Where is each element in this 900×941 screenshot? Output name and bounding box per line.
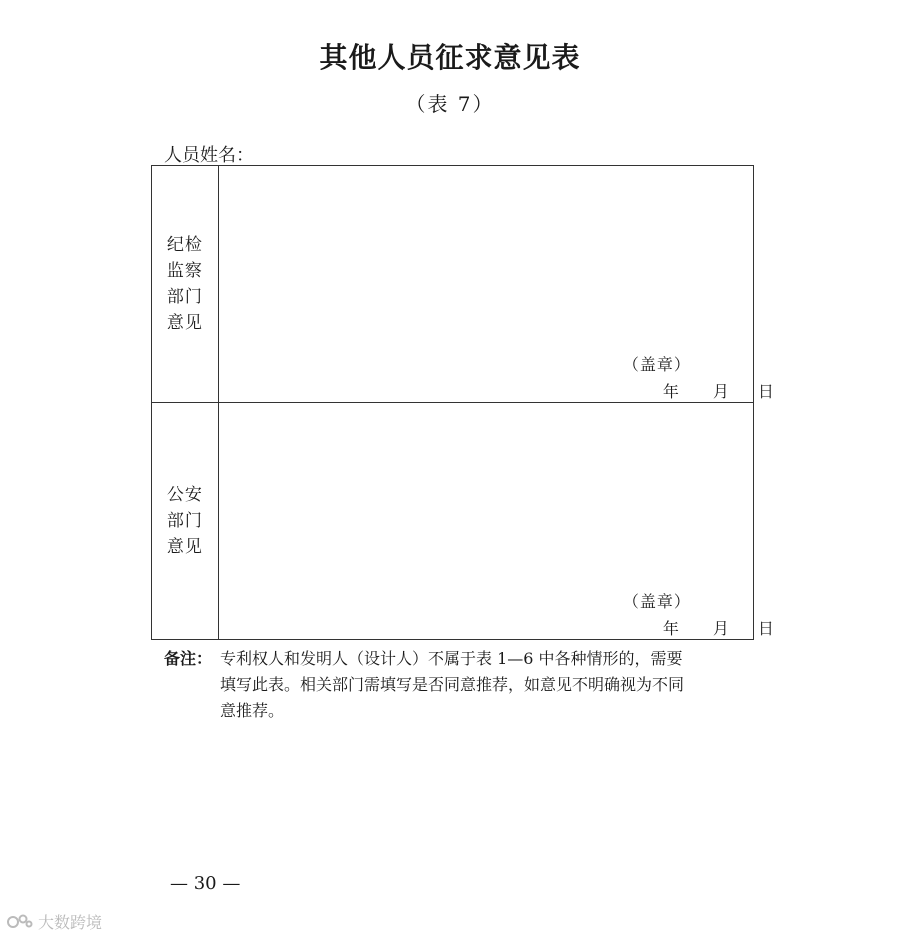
- form-title: 其他人员征求意见表: [319, 41, 581, 74]
- label-line: 意见: [166, 313, 203, 333]
- date-line: [663, 379, 774, 402]
- form-subtitle: （表 7）: [405, 92, 495, 116]
- date-line: [663, 616, 774, 639]
- label-line: 公安: [166, 485, 203, 505]
- watermark-logo-icon: [6, 913, 34, 931]
- opinion-table: [151, 165, 774, 640]
- watermark-text: 大数跨境: [38, 913, 103, 932]
- discipline-dept-opinion-area[interactable]: [218, 166, 774, 403]
- seal-label: （盖章）: [622, 592, 691, 611]
- date-day: 日: [757, 619, 774, 638]
- remarks-line: 意推荐。: [220, 701, 285, 720]
- label-line: 部门: [166, 511, 203, 531]
- public-security-dept-label: [152, 403, 219, 640]
- table-row: [152, 403, 754, 640]
- page-number: — 30 —: [170, 873, 241, 894]
- date-month: 月: [712, 619, 729, 638]
- label-line: 监察: [166, 261, 203, 281]
- seal-label: （盖章）: [622, 355, 691, 374]
- remarks-text: [220, 646, 750, 724]
- label-line: 部门: [166, 287, 203, 307]
- watermark: [6, 910, 102, 933]
- public-security-dept-opinion-area[interactable]: [218, 403, 774, 640]
- label-line: 纪检: [166, 235, 203, 255]
- discipline-dept-label: [152, 166, 219, 403]
- date-year: 年: [662, 619, 679, 638]
- label-line: 意见: [166, 537, 203, 557]
- remarks-label: 备注：: [164, 649, 213, 668]
- date-year: 年: [662, 382, 679, 401]
- remarks-line: 填写此表。相关部门需填写是否同意推荐，如意见不明确视为不同: [220, 675, 685, 694]
- name-field-label: 人员姓名：: [164, 145, 254, 166]
- date-month: 月: [712, 382, 729, 401]
- date-day: 日: [757, 382, 774, 401]
- table-row: [152, 166, 754, 403]
- remarks-line: 专利权人和发明人（设计人）不属于表 1—6 中各种情形的，需要: [220, 649, 683, 668]
